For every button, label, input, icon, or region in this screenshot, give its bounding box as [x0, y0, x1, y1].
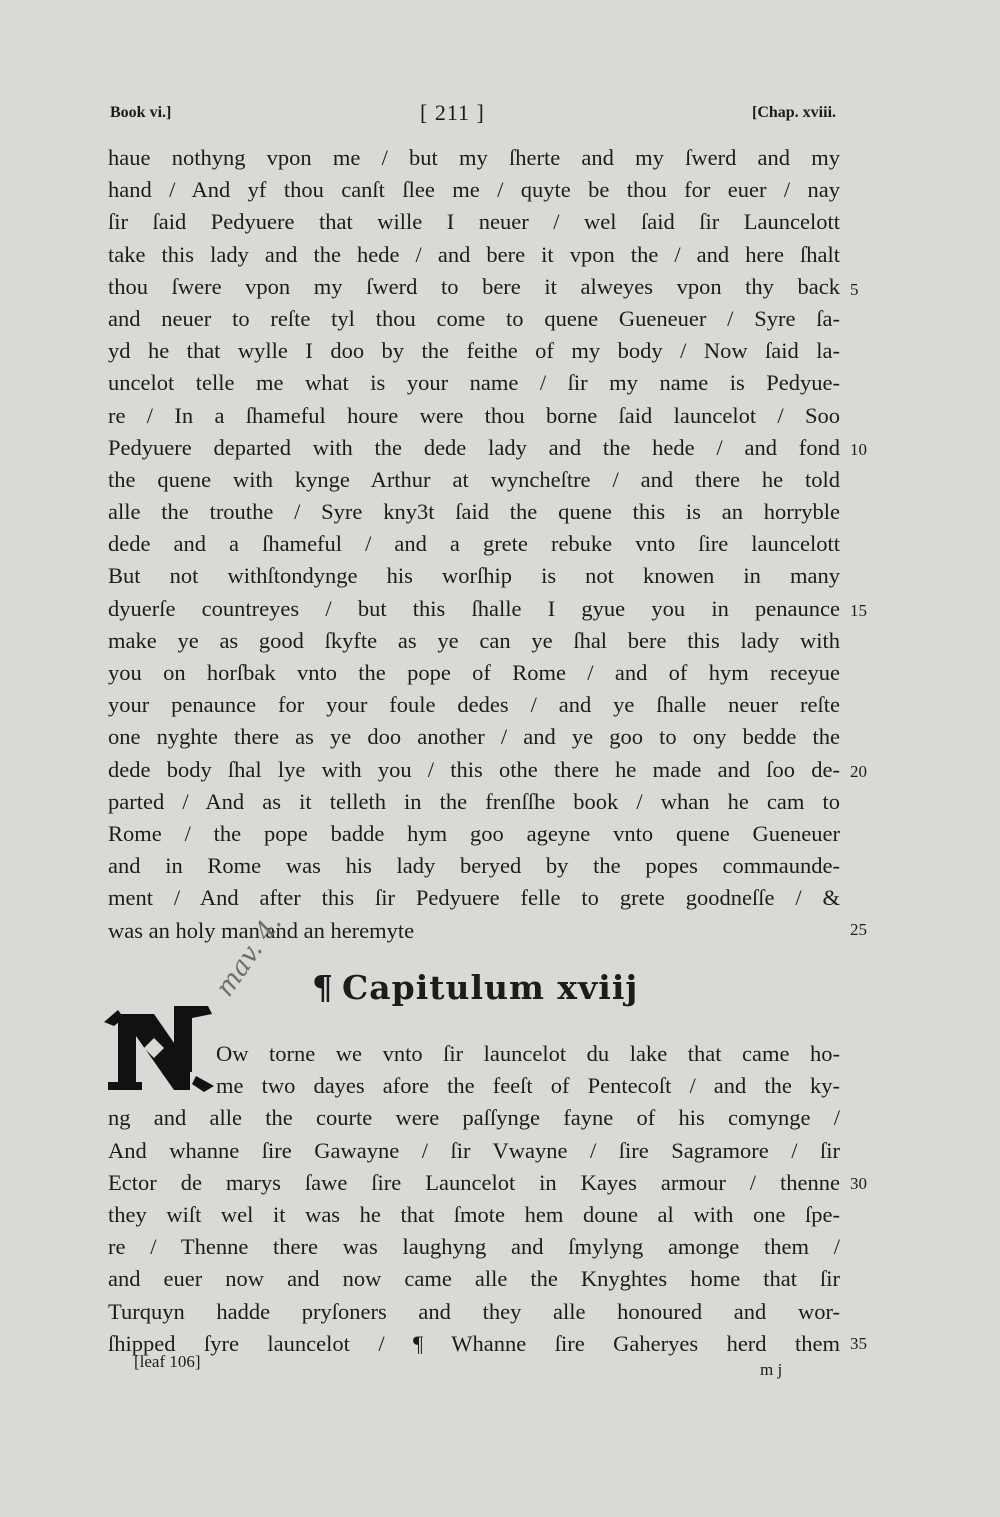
main-text	[108, 142, 840, 947]
text-line: and in Rome was his lady beryed by the popes commaunde-	[108, 853, 840, 879]
chapter-text	[108, 1038, 840, 1360]
text-line: yd he that wylle I doo by the feithe of my body / Now ſaid la-	[108, 338, 840, 364]
chapter-heading	[312, 968, 638, 1007]
text-line: And whanne ſire Gawayne / ſir Vwayne / ſire Sagramore / ſir	[108, 1137, 840, 1163]
chapter-title: Capitulum xviij	[342, 968, 639, 1007]
line-number: 35	[850, 1334, 867, 1353]
page-number: [ 211 ]	[420, 100, 485, 125]
signature-mark: m j	[760, 1360, 783, 1379]
text-line: thou ſwere vpon my ſwerd to bere it alweyes vpon thy back	[108, 273, 840, 299]
text-line: parted / And as it telleth in the frenſſhe book / whan he cam to	[108, 788, 840, 814]
text-line: me two dayes afore the feeſt of Pentecoſt / and the ky-	[216, 1073, 840, 1099]
text-line: alle the trouthe / Syre kny3t ſaid the quene this is an horryble	[108, 499, 840, 525]
text-line: hand / And yf thou canſt ſlee me / quyte be thou for euer / nay	[108, 177, 840, 203]
text-line: they wiſt wel it was he that ſmote hem doune al with one ſpe-	[108, 1201, 840, 1227]
text-line: dyuerſe countreyes / but this ſhalle I gyue you in penaunce	[108, 595, 840, 621]
text-line: dede body ſhal lye with you / this othe there he made and ſoo de-	[108, 756, 840, 782]
text-line: uncelot telle me what is your name / ſir my name is Pedyue-	[108, 370, 840, 396]
running-head	[0, 100, 1000, 130]
handwritten-annotation: mav. 4.	[210, 908, 288, 1003]
text-line: But not withſtondynge his worſhip is not knowen in many	[108, 563, 840, 589]
text-line: your penaunce for your foule dedes / and ye ſhalle neuer reſte	[108, 692, 840, 718]
text-line: ſir ſaid Pedyuere that wille I neuer / wel ſaid ſir Launcelott	[108, 209, 840, 235]
text-line: re / Thenne there was laughyng and ſmylyng amonge them /	[108, 1234, 840, 1260]
text-line: Rome / the pope badde hym goo ageyne vnto quene Gueneuer	[108, 820, 840, 846]
text-line: make ye as good ſkyfte as ye can ye ſhal bere this lady with	[108, 627, 840, 653]
text-line: and euer now and now came alle the Knyghtes home that ſir	[108, 1266, 840, 1292]
line-number: 25	[850, 920, 867, 939]
text-line: re / In a ſhameful houre were thou borne ſaid launcelot / Soo	[108, 402, 840, 428]
text-line: Ector de marys ſawe ſire Launcelot in Kayes armour / thenne	[108, 1169, 840, 1195]
leaf-reference: [leaf 106]	[134, 1352, 201, 1371]
text-line: Pedyuere departed with the dede lady and the hede / and fond	[108, 434, 840, 460]
text-line: ng and alle the courte were paſſynge fayne of his comynge /	[108, 1105, 840, 1131]
line-number: 5	[850, 280, 859, 299]
text-line: was an holy man and an heremyte	[108, 917, 415, 943]
line-number: 10	[850, 440, 867, 459]
running-head-chapter: [Chap. xviii.	[752, 104, 837, 121]
line-number: 15	[850, 601, 867, 620]
text-line: haue nothyng vpon me / but my ſherte and my ſwerd and my	[108, 145, 840, 170]
text-line: you on horſbak vnto the pope of Rome / and of hym receyue	[108, 660, 840, 685]
pilcrow-icon: ¶	[312, 968, 334, 1007]
text-line: and neuer to reſte tyl thou come to quene Gueneuer / Syre ſa-	[108, 305, 840, 331]
text-line: Turquyn hadde pryſoners and they alle honoured and wor-	[108, 1298, 840, 1324]
text-line: ſhipped ſyre launcelot / ¶ Whanne ſire Gaheryes herd them	[108, 1330, 840, 1356]
text-line: the quene with kynge Arthur at wyncheſtre / and there he told	[108, 466, 840, 492]
line-number: 30	[850, 1174, 867, 1193]
text-line: Ow torne we vnto ſir launcelot du lake that came ho-	[216, 1041, 840, 1066]
text-line: take this lady and the hede / and bere it vpon the / and here ſhalt	[108, 241, 840, 267]
text-line: one nyghte there as ye doo another / and ye goo to ony bedde the	[108, 724, 840, 750]
running-head-book: Book vi.]	[110, 104, 172, 121]
text-line: ment / And after this ſir Pedyuere felle to grete goodneſſe / &	[108, 885, 840, 911]
text-line: dede and a ſhameful / and a grete rebuke vnto ſire launcelott	[108, 531, 840, 557]
line-number: 20	[850, 762, 867, 781]
